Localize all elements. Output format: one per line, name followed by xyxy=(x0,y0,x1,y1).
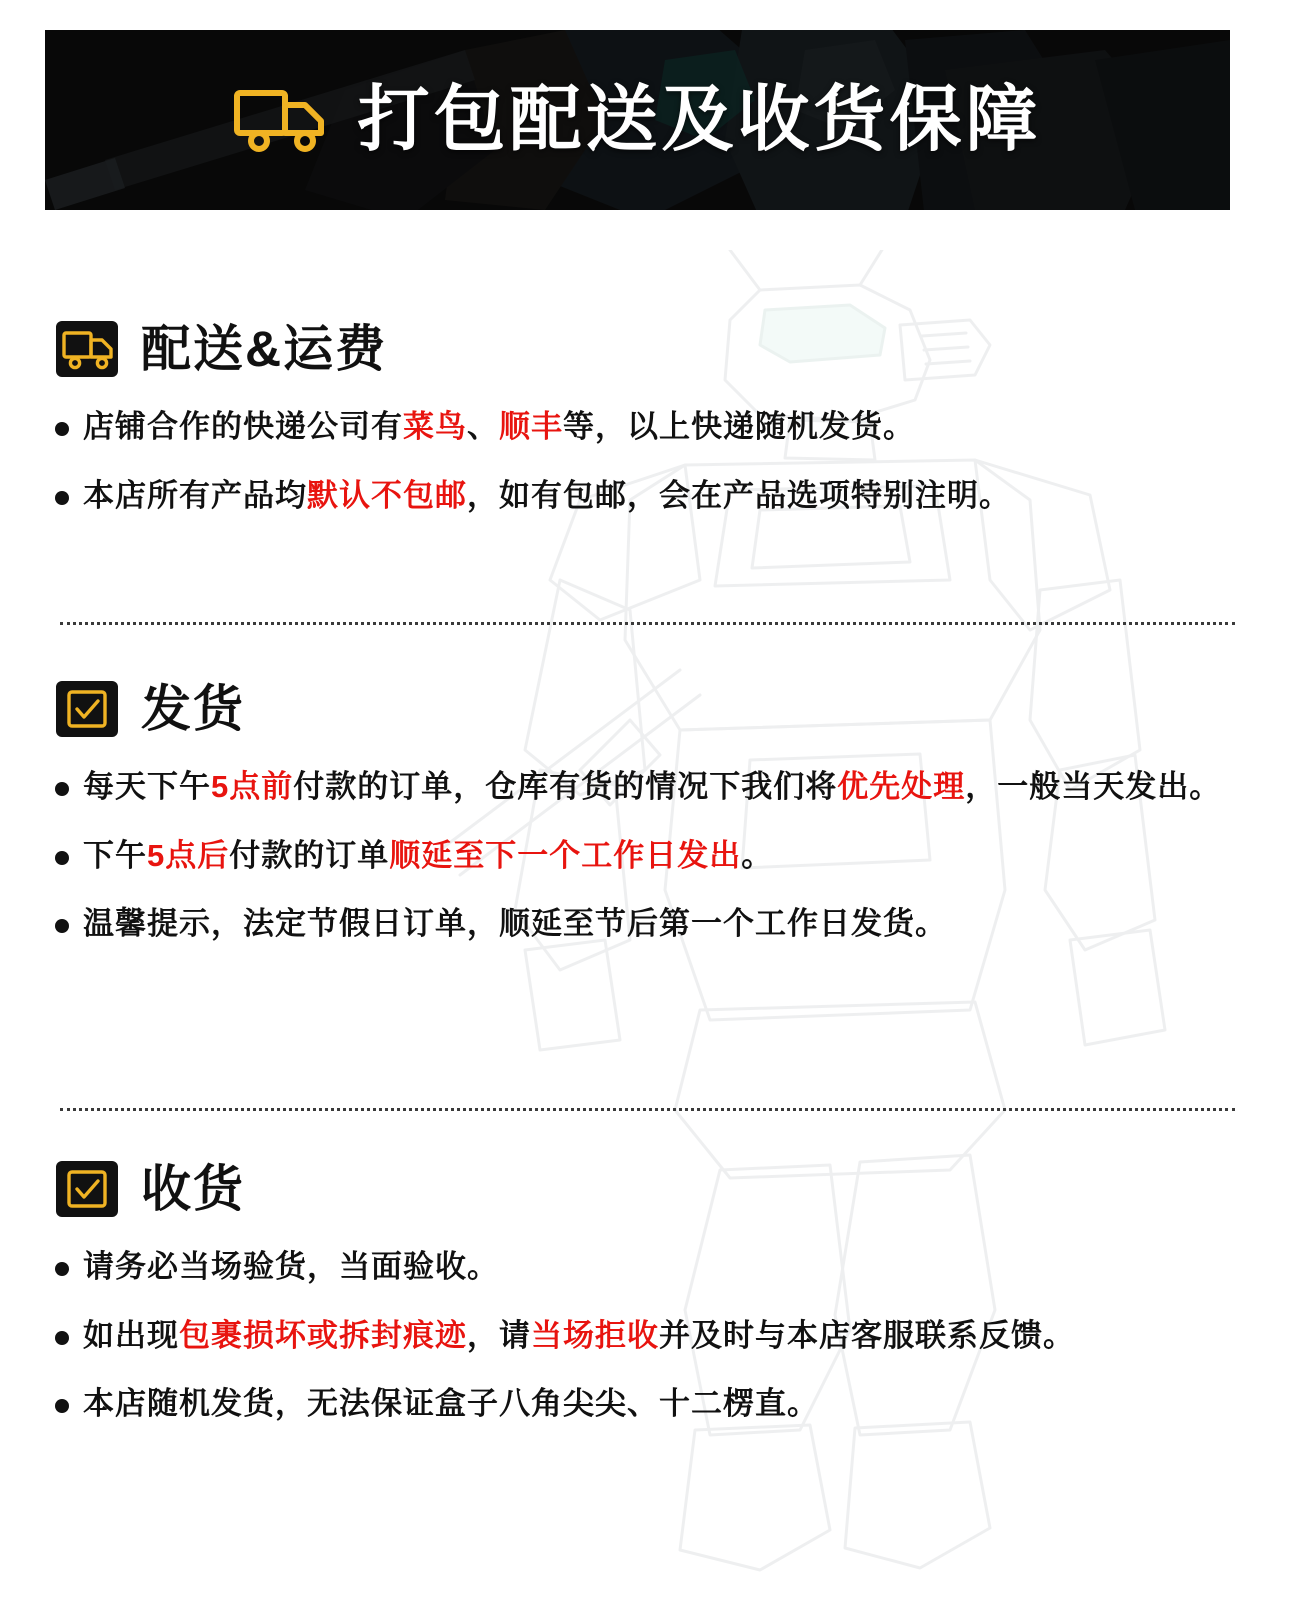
bullet-dot xyxy=(55,1399,69,1413)
list-item xyxy=(55,833,1245,880)
highlighted-text: 优先处理 xyxy=(837,769,966,804)
list-item xyxy=(55,764,1245,811)
bullet-dot xyxy=(55,782,69,796)
section-dispatch xyxy=(55,680,1245,948)
plain-text: 下午 xyxy=(83,837,147,873)
plain-text: 店铺合作的快递公司有 xyxy=(83,409,403,444)
bullet-list xyxy=(55,764,1245,948)
highlighted-text: 5点后 xyxy=(147,837,230,873)
list-item xyxy=(55,1381,1245,1428)
bullet-list xyxy=(55,404,1245,519)
plain-text: 每天下午 xyxy=(83,769,211,804)
section-title: 收货 xyxy=(141,1161,245,1217)
highlighted-text: 顺丰 xyxy=(499,409,563,444)
truck-icon xyxy=(233,83,329,157)
bullet-dot xyxy=(55,491,69,505)
bullet-text xyxy=(83,764,1245,811)
bullet-dot xyxy=(55,422,69,436)
plain-text: ，请 xyxy=(467,1317,531,1353)
header-banner xyxy=(45,30,1230,210)
list-item xyxy=(55,901,1245,948)
plain-text: 温馨提示，法定节假日订单，顺延至节后第一个工作日发货。 xyxy=(83,906,947,941)
bullet-text xyxy=(83,901,1245,948)
list-item xyxy=(55,404,1245,451)
section-title: 发货 xyxy=(141,681,245,737)
plain-text: 请务必当场验货，当面验收。 xyxy=(83,1249,499,1284)
bullet-text xyxy=(83,1244,1245,1291)
plain-text: 。 xyxy=(741,837,774,873)
bullet-text xyxy=(83,1381,1245,1428)
list-item xyxy=(55,1244,1245,1291)
section-divider xyxy=(60,622,1235,625)
bullet-dot xyxy=(55,919,69,933)
section-header xyxy=(55,680,1245,738)
plain-text: ，如有包邮，会在产品选项特别注明。 xyxy=(467,477,1011,513)
bullet-dot xyxy=(55,1262,69,1276)
bullet-text xyxy=(83,1313,1245,1360)
truck-icon xyxy=(55,320,119,378)
page-title: 打包配送及收货保障 xyxy=(357,80,1042,160)
plain-text: 如出现 xyxy=(83,1317,179,1353)
section-header xyxy=(55,1160,1245,1218)
plain-text: 、 xyxy=(467,409,499,444)
checkbox-icon xyxy=(55,680,119,738)
section-receiving xyxy=(55,1160,1245,1428)
section-divider xyxy=(60,1108,1235,1111)
plain-text: 本店随机发货，无法保证盒子八角尖尖、十二楞直。 xyxy=(83,1386,819,1421)
bullet-text xyxy=(83,833,1245,880)
plain-text: ，一般当天发出。 xyxy=(965,769,1222,804)
bullet-dot xyxy=(55,1331,69,1345)
checkbox-icon xyxy=(55,1160,119,1218)
plain-text: 并及时与本店客服联系反馈。 xyxy=(659,1317,1075,1353)
plain-text: 付款的订单 xyxy=(229,837,390,873)
section-header xyxy=(55,320,1245,378)
list-item xyxy=(55,473,1245,520)
highlighted-text: 菜鸟 xyxy=(403,409,467,444)
highlighted-text: 5点前 xyxy=(211,769,294,804)
highlighted-text: 当场拒收 xyxy=(531,1317,659,1353)
bullet-list xyxy=(55,1244,1245,1428)
section-title: 配送&运费 xyxy=(141,321,388,377)
highlighted-text: 默认不包邮 xyxy=(307,477,467,513)
list-item xyxy=(55,1313,1245,1360)
plain-text: 等，以上快递随机发货。 xyxy=(563,409,915,444)
bullet-dot xyxy=(55,851,69,865)
section-shipping-fee xyxy=(55,320,1245,519)
plain-text: 本店所有产品均 xyxy=(83,477,307,513)
bullet-text xyxy=(83,473,1245,520)
bullet-text xyxy=(83,404,1245,451)
highlighted-text: 顺延至下一个工作日发出 xyxy=(389,837,742,873)
highlighted-text: 包裹损坏或拆封痕迹 xyxy=(179,1317,467,1353)
plain-text: 付款的订单，仓库有货的情况下我们将 xyxy=(293,769,838,804)
